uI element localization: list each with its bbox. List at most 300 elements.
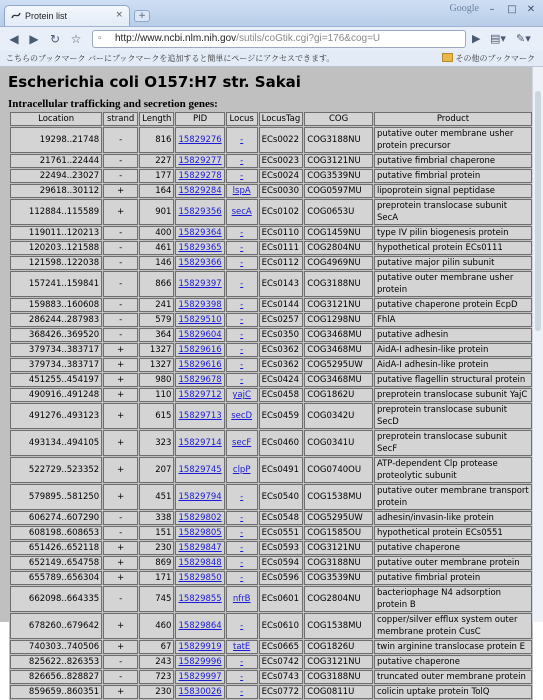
cog-cell: COG3121NU [304, 541, 373, 555]
strand-cell: - [103, 127, 138, 153]
location-cell: 678260..679642 [10, 613, 102, 639]
table-row [10, 571, 532, 585]
cog-cell: COG3188NU [304, 670, 373, 684]
locustag-cell: ECs0772 [259, 685, 304, 699]
title-bar [0, 0, 543, 27]
location-cell: 21761..22444 [10, 154, 102, 168]
pid-cell [175, 358, 224, 372]
pid-link[interactable]: 15829604 [178, 330, 222, 340]
length-cell: 451 [139, 484, 174, 510]
locus-cell [226, 430, 258, 456]
table-row [10, 685, 532, 699]
pid-link[interactable]: 15829284 [178, 186, 222, 196]
locus-link[interactable]: - [240, 672, 244, 682]
strand-cell: + [103, 403, 138, 429]
table-row [10, 484, 532, 510]
length-cell: 230 [139, 541, 174, 555]
url-host: http://www.ncbi.nlm.nih.gov [115, 33, 237, 44]
length-cell: 866 [139, 271, 174, 297]
cog-cell: COG0342U [304, 403, 373, 429]
location-cell: 859659..860351 [10, 685, 102, 699]
pid-cell [175, 343, 224, 357]
strand-cell: + [103, 199, 138, 225]
locus-cell [226, 613, 258, 639]
locustag-cell: ECs0459 [259, 403, 304, 429]
product-cell: AidA-I adhesin-like protein [374, 358, 532, 372]
locus-cell [226, 541, 258, 555]
pid-link[interactable]: 15829398 [178, 300, 222, 310]
pid-cell [175, 430, 224, 456]
locus-link[interactable]: - [240, 543, 244, 553]
locus-cell [226, 388, 258, 402]
strand-cell: + [103, 685, 138, 699]
col-strand: strand [103, 112, 138, 126]
locustag-cell: ECs0540 [259, 484, 304, 510]
address-bar[interactable] [92, 30, 466, 48]
cog-cell: COG5295UW [304, 358, 373, 372]
locustag-cell: ECs0112 [259, 256, 304, 270]
pid-cell [175, 586, 224, 612]
strand-cell: + [103, 373, 138, 387]
length-cell: 207 [139, 457, 174, 483]
pid-cell [175, 127, 224, 153]
locus-link[interactable]: lspA [232, 186, 251, 196]
locus-link[interactable]: clpP [232, 465, 251, 475]
length-cell: 1327 [139, 343, 174, 357]
close-window-icon[interactable]: ✕ [526, 4, 536, 15]
table-row [10, 373, 532, 387]
pid-link[interactable]: 15829616 [178, 345, 222, 355]
folder-icon [442, 53, 453, 62]
locus-cell [226, 154, 258, 168]
location-cell: 368426..369520 [10, 328, 102, 342]
table-row [10, 127, 532, 153]
locus-link[interactable]: yajC [232, 390, 251, 400]
locus-cell [226, 271, 258, 297]
strand-cell: + [103, 541, 138, 555]
cog-cell: COG3539NU [304, 571, 373, 585]
pid-link[interactable]: 15829276 [178, 135, 222, 145]
product-cell: type IV pilin biogenesis protein [374, 226, 532, 240]
new-tab-button[interactable]: + [134, 10, 150, 22]
strand-cell: - [103, 154, 138, 168]
location-cell: 121598..122038 [10, 256, 102, 270]
locustag-cell: ECs0030 [259, 184, 304, 198]
location-cell: 157241..159841 [10, 271, 102, 297]
pid-link[interactable]: 15829712 [178, 390, 222, 400]
locus-link[interactable]: nfrB [232, 594, 251, 604]
table-row [10, 226, 532, 240]
locustag-cell: ECs0144 [259, 298, 304, 312]
pid-link[interactable]: 15829678 [178, 375, 222, 385]
locus-link[interactable]: - [240, 330, 244, 340]
cog-cell: COG0341U [304, 430, 373, 456]
locus-cell [226, 313, 258, 327]
location-cell: 493134..494105 [10, 430, 102, 456]
page-title: Escherichia coli O157:H7 str. Sakai [8, 73, 301, 91]
locus-link[interactable]: secA [231, 207, 252, 217]
length-cell: 723 [139, 670, 174, 684]
url-path: /sutils/coGtik.cgi?gi=176&cog=U [236, 33, 381, 44]
minimize-icon[interactable]: – [489, 4, 495, 15]
product-cell: putative outer membrane protein [374, 556, 532, 570]
reload-icon[interactable]: ↻ [49, 32, 61, 46]
locus-link[interactable]: - [240, 360, 244, 370]
locus-cell [226, 298, 258, 312]
locus-link[interactable]: - [240, 171, 244, 181]
locus-link[interactable]: secF [232, 438, 252, 448]
strand-cell: + [103, 343, 138, 357]
locus-link[interactable]: - [240, 258, 244, 268]
locus-cell [226, 184, 258, 198]
table-row [10, 457, 532, 483]
product-cell: putative adhesin [374, 328, 532, 342]
pid-link[interactable]: 15829510 [178, 315, 222, 325]
table-row [10, 640, 532, 654]
pid-link[interactable]: 15829996 [178, 657, 222, 667]
pid-cell [175, 655, 224, 669]
location-cell: 159883..160608 [10, 298, 102, 312]
strand-cell: - [103, 298, 138, 312]
length-cell: 745 [139, 586, 174, 612]
locus-link[interactable]: - [240, 687, 244, 697]
locustag-cell: ECs0024 [259, 169, 304, 183]
product-cell: preprotein translocase subunit SecD [374, 403, 532, 429]
strand-cell: + [103, 484, 138, 510]
locustag-cell: ECs0743 [259, 670, 304, 684]
bookmark-bar [0, 51, 543, 67]
location-cell: 120203..121588 [10, 241, 102, 255]
cog-cell: COG3188NU [304, 127, 373, 153]
pid-cell [175, 256, 224, 270]
product-cell: copper/silver efflux system outer membrane protein CusC [374, 613, 532, 639]
cog-cell: COG0740OU [304, 457, 373, 483]
locus-link[interactable]: - [240, 243, 244, 253]
close-tab-icon[interactable]: × [115, 10, 123, 20]
locus-link[interactable]: - [240, 492, 244, 502]
strand-cell: - [103, 241, 138, 255]
strand-cell: - [103, 670, 138, 684]
strand-cell: - [103, 328, 138, 342]
col-product: Product [374, 112, 532, 126]
product-cell: putative chaperone [374, 655, 532, 669]
cog-cell: COG3121NU [304, 154, 373, 168]
table-row [10, 655, 532, 669]
locus-link[interactable]: tatE [233, 642, 251, 652]
location-cell: 19298..21748 [10, 127, 102, 153]
table-row [10, 256, 532, 270]
locus-link[interactable]: - [240, 135, 244, 145]
back-arrow-icon[interactable]: ◀ [9, 32, 19, 46]
locus-link[interactable]: - [240, 279, 244, 289]
product-cell: putative fimbrial chaperone [374, 154, 532, 168]
locustag-cell: ECs0350 [259, 328, 304, 342]
length-cell: 579 [139, 313, 174, 327]
locus-cell [226, 571, 258, 585]
cog-cell: COG3539NU [304, 169, 373, 183]
other-bookmarks-label: その他のブックマーク [455, 54, 535, 63]
strand-cell: + [103, 184, 138, 198]
table-row [10, 169, 532, 183]
locustag-cell: ECs0023 [259, 154, 304, 168]
locus-cell [226, 457, 258, 483]
locustag-cell: ECs0548 [259, 511, 304, 525]
product-cell: hypothetical protein ECs0551 [374, 526, 532, 540]
locus-cell [226, 670, 258, 684]
length-cell: 67 [139, 640, 174, 654]
cog-cell: COG3121NU [304, 655, 373, 669]
product-cell: preprotein translocase subunit YajC [374, 388, 532, 402]
length-cell: 323 [139, 430, 174, 456]
pid-cell [175, 169, 224, 183]
cog-cell: COG0597MU [304, 184, 373, 198]
pid-link[interactable]: 15829745 [178, 465, 222, 475]
locustag-cell: ECs0742 [259, 655, 304, 669]
toolbar [0, 27, 543, 51]
locus-link[interactable]: - [240, 513, 244, 523]
locus-link[interactable]: - [240, 621, 244, 631]
locustag-cell: ECs0110 [259, 226, 304, 240]
vertical-scrollbar[interactable] [532, 67, 543, 622]
location-cell: 522729..523352 [10, 457, 102, 483]
locus-link[interactable]: secD [231, 411, 253, 421]
cog-cell: COG3468MU [304, 343, 373, 357]
pid-link[interactable]: 15829616 [178, 360, 222, 370]
cog-cell: COG1298NU [304, 313, 373, 327]
product-cell: putative chaperone [374, 541, 532, 555]
locus-link[interactable]: - [240, 573, 244, 583]
cog-cell: COG4969NU [304, 256, 373, 270]
locustag-cell: ECs0593 [259, 541, 304, 555]
length-cell: 816 [139, 127, 174, 153]
col-locus: Locus [226, 112, 258, 126]
pid-link[interactable]: 15829397 [178, 279, 222, 289]
pid-link[interactable]: 15829997 [178, 672, 222, 682]
product-cell: bacteriophage N4 adsorption protein B [374, 586, 532, 612]
strand-cell: - [103, 511, 138, 525]
product-cell: putative fimbrial protein [374, 169, 532, 183]
cog-cell: COG3121NU [304, 298, 373, 312]
locus-cell [226, 655, 258, 669]
google-brand: Google [449, 3, 479, 14]
forward-arrow-icon[interactable]: ▶ [29, 32, 39, 46]
col-locustag: LocusTag [259, 112, 304, 126]
locus-cell [226, 256, 258, 270]
cog-cell: COG0653U [304, 199, 373, 225]
table-row [10, 586, 532, 612]
table-header-row [10, 112, 532, 126]
length-cell: 364 [139, 328, 174, 342]
location-cell: 286244..287983 [10, 313, 102, 327]
table-row [10, 199, 532, 225]
locus-link[interactable]: - [240, 156, 244, 166]
table-row [10, 556, 532, 570]
pid-link[interactable]: 15829802 [178, 513, 222, 523]
locus-cell [226, 343, 258, 357]
product-cell: putative major pilin subunit [374, 256, 532, 270]
tab-protein-list[interactable] [4, 5, 130, 26]
product-cell: putative flagellin structural protein [374, 373, 532, 387]
pid-cell [175, 154, 224, 168]
col-cog: COG [304, 112, 373, 126]
locus-link[interactable]: - [240, 528, 244, 538]
length-cell: 901 [139, 199, 174, 225]
product-cell: AidA-I adhesin-like protein [374, 343, 532, 357]
strand-cell: - [103, 526, 138, 540]
locus-cell [226, 328, 258, 342]
table-row [10, 298, 532, 312]
locustag-cell: ECs0424 [259, 373, 304, 387]
product-cell: preprotein translocase subunit SecF [374, 430, 532, 456]
go-icon[interactable]: ▶ [472, 32, 481, 45]
locus-link[interactable]: - [240, 657, 244, 667]
scrollbar-thumb[interactable] [535, 91, 541, 331]
pid-link[interactable]: 15829714 [178, 438, 222, 448]
locus-cell [226, 241, 258, 255]
locus-link[interactable]: - [240, 315, 244, 325]
strand-cell: + [103, 388, 138, 402]
product-cell: putative chaperone protein EcpD [374, 298, 532, 312]
pid-link[interactable]: 15829794 [178, 492, 222, 502]
wrench-menu-icon[interactable]: ✎▾ [516, 32, 531, 45]
table-row [10, 241, 532, 255]
locustag-cell: ECs0596 [259, 571, 304, 585]
strand-cell: - [103, 226, 138, 240]
location-cell: 491276..493123 [10, 403, 102, 429]
page-content [0, 67, 533, 697]
length-cell: 980 [139, 373, 174, 387]
pid-cell [175, 541, 224, 555]
locustag-cell: ECs0102 [259, 199, 304, 225]
table-row [10, 343, 532, 357]
table-row [10, 613, 532, 639]
length-cell: 338 [139, 511, 174, 525]
locus-cell [226, 373, 258, 387]
cog-cell: COG3468MU [304, 373, 373, 387]
table-row [10, 358, 532, 372]
pid-link[interactable]: 15829278 [178, 171, 222, 181]
pid-cell [175, 241, 224, 255]
pid-cell [175, 298, 224, 312]
strand-cell: + [103, 640, 138, 654]
pid-cell [175, 271, 224, 297]
locus-link[interactable]: - [240, 300, 244, 310]
locus-cell [226, 511, 258, 525]
pid-link[interactable]: 15829713 [178, 411, 222, 421]
product-cell: preprotein translocase subunit SecA [374, 199, 532, 225]
table-row [10, 154, 532, 168]
maximize-icon[interactable]: □ [507, 4, 517, 15]
location-cell: 606274..607290 [10, 511, 102, 525]
locus-link[interactable]: - [240, 345, 244, 355]
strand-cell: + [103, 358, 138, 372]
strand-cell: + [103, 556, 138, 570]
locus-cell [226, 199, 258, 225]
location-cell: 651426..652118 [10, 541, 102, 555]
length-cell: 110 [139, 388, 174, 402]
pid-link[interactable]: 15829847 [178, 543, 222, 553]
locus-cell [226, 127, 258, 153]
cog-cell: COG3188NU [304, 271, 373, 297]
pid-link[interactable]: 15829848 [178, 558, 222, 568]
pid-cell [175, 313, 224, 327]
col-length: Length [139, 112, 174, 126]
cog-cell: COG3468MU [304, 328, 373, 342]
location-cell: 662098..664335 [10, 586, 102, 612]
locustag-cell: ECs0022 [259, 127, 304, 153]
table-row [10, 328, 532, 342]
url-text [115, 31, 380, 47]
product-cell: lipoprotein signal peptidase [374, 184, 532, 198]
pid-link[interactable]: 15829855 [178, 594, 222, 604]
cog-cell: COG1538MU [304, 613, 373, 639]
pid-link[interactable]: 15829366 [178, 258, 222, 268]
product-cell: adhesin/invasin-like protein [374, 511, 532, 525]
strand-cell: - [103, 586, 138, 612]
pid-link[interactable]: 15829277 [178, 156, 222, 166]
length-cell: 400 [139, 226, 174, 240]
pid-cell [175, 685, 224, 699]
cog-cell: COG1862U [304, 388, 373, 402]
locus-link[interactable]: - [240, 558, 244, 568]
bookmark-star-icon[interactable]: ☆ [70, 32, 82, 46]
product-cell: ATP-dependent Clp protease proteolytic subunit [374, 457, 532, 483]
locus-cell [226, 358, 258, 372]
page-menu-icon[interactable]: ▤▾ [490, 32, 506, 45]
pid-link[interactable]: 15830026 [178, 687, 222, 697]
strand-cell: + [103, 457, 138, 483]
table-row [10, 541, 532, 555]
location-cell: 655789..656304 [10, 571, 102, 585]
locus-link[interactable]: - [240, 228, 244, 238]
pid-link[interactable]: 15829364 [178, 228, 222, 238]
product-cell: putative fimbrial protein [374, 571, 532, 585]
locustag-cell: ECs0362 [259, 343, 304, 357]
strand-cell: - [103, 313, 138, 327]
product-cell: putative outer membrane usher protein precursor [374, 127, 532, 153]
locus-cell [226, 640, 258, 654]
pid-cell [175, 403, 224, 429]
pid-link[interactable]: 15829919 [178, 642, 222, 652]
pid-link[interactable]: 15829850 [178, 573, 222, 583]
bookmark-hint: こちらのブックマーク バーにブックマークを追加すると簡単にページにアクセスできます。 [6, 54, 335, 63]
pid-cell [175, 556, 224, 570]
length-cell: 151 [139, 526, 174, 540]
length-cell: 243 [139, 655, 174, 669]
locustag-cell: ECs0491 [259, 457, 304, 483]
pid-cell [175, 199, 224, 225]
locus-link[interactable]: - [240, 375, 244, 385]
pid-link[interactable]: 15829805 [178, 528, 222, 538]
table-row [10, 403, 532, 429]
length-cell: 230 [139, 685, 174, 699]
pid-cell [175, 613, 224, 639]
pid-link[interactable]: 15829356 [178, 207, 222, 217]
pid-link[interactable]: 15829365 [178, 243, 222, 253]
pid-link[interactable]: 15829864 [178, 621, 222, 631]
length-cell: 171 [139, 571, 174, 585]
location-cell: 379734..383717 [10, 343, 102, 357]
pid-cell [175, 328, 224, 342]
table-row [10, 313, 532, 327]
locus-cell [226, 556, 258, 570]
length-cell: 461 [139, 241, 174, 255]
location-cell: 29618..30112 [10, 184, 102, 198]
locustag-cell: ECs0610 [259, 613, 304, 639]
locustag-cell: ECs0665 [259, 640, 304, 654]
other-bookmarks-button[interactable] [442, 51, 535, 66]
location-cell: 490916..491248 [10, 388, 102, 402]
